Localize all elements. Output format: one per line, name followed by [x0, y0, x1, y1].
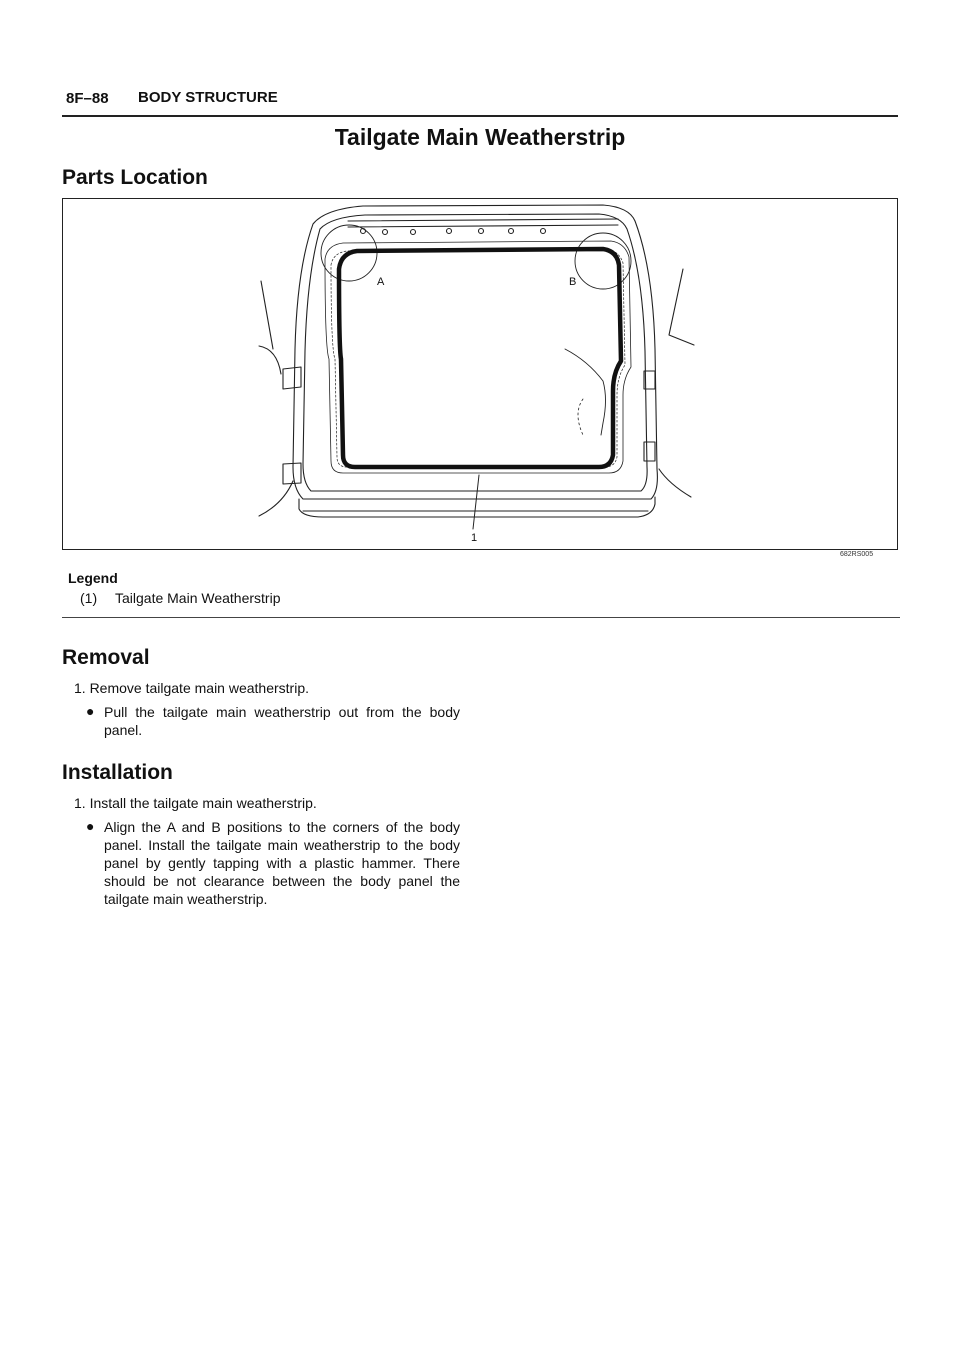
- removal-bullet-1: Pull the tailgate main weatherstrip out from the body panel.: [104, 704, 460, 738]
- label-a: A: [377, 276, 385, 288]
- page-code: 8F–88: [66, 90, 109, 107]
- tailgate-figure: [62, 198, 898, 550]
- legend-divider: [62, 617, 900, 618]
- parts-location-heading: Parts Location: [62, 166, 208, 189]
- legend-title: Legend: [68, 570, 118, 586]
- bullet-icon: ●: [86, 703, 95, 719]
- installation-bullet-1: Align the A and B positions to the corners of the body panel. Install the tailgate main weatherstrip to the body panel by gently tapping with a plastic hammer. There should be not clearance between the body panel the tailgate main weatherstrip.: [104, 819, 460, 907]
- page-title: Tailgate Main Weatherstrip: [334, 124, 626, 150]
- bullet-icon: ●: [86, 818, 95, 834]
- label-b: B: [569, 276, 577, 288]
- installation-heading: Installation: [62, 761, 173, 784]
- installation-step-1: 1. Install the tailgate main weatherstrip.: [74, 795, 317, 811]
- callout-1: 1: [471, 532, 478, 544]
- figure-code: 682RS005: [840, 551, 874, 558]
- removal-step-1: 1. Remove tailgate main weatherstrip.: [74, 680, 309, 696]
- removal-heading: Removal: [62, 646, 150, 669]
- section-title: BODY STRUCTURE: [138, 89, 278, 106]
- header-divider: [62, 115, 898, 117]
- legend-item-text: Tailgate Main Weatherstrip: [115, 590, 281, 606]
- legend-item-number: (1): [80, 590, 98, 606]
